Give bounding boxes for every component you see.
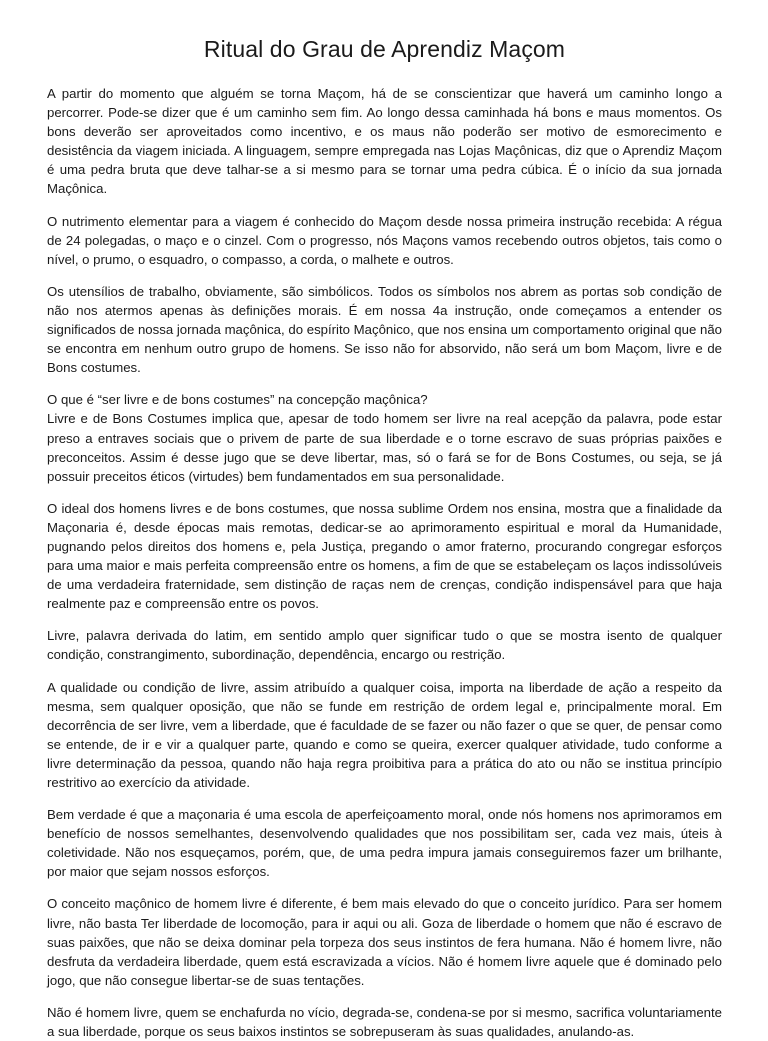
document-title: Ritual do Grau de Aprendiz Maçom — [203, 36, 566, 62]
question-word: de — [162, 392, 178, 408]
paragraph-bem-verdade: Bem verdade é que a maçonaria é uma escola de aperfeiçoamento moral, onde nós homens nos aprimoramos em benefício de nossos semelhantes, desenvolvendo qualidades que nos possibilitam ser, cada vez mais, úteis à coletividade. Não nos esqueçamos, porém, que, de uma pedra impura jamais conseguiremos fazer um brilhante, por maior que sejam nossos esforços. — [47, 807, 722, 880]
paragraph-conceito: O conceito maçônico de homem livre é diferente, é bem mais elevado do que o conceito jurídico. Para ser homem livre, não basta Ter liberdade de locomoção, para ir aqui ou ali. Goza de liberdade o homem que não é escravo de suas paixões, que não se deixa dominar pela torpeza dos seus instintos de fera humana. Não é homem livre, não desfruta da verdadeira liberdade, quem está escravizada a vícios. Não é homem livre aquele que é dominado pelo jogo, que não consegue libertar-se de suas tentações. — [47, 896, 722, 988]
question-word: bons — [181, 392, 210, 408]
question-word: que — [60, 392, 83, 408]
question-answer: Livre e de Bons Costumes implica que, apesar de todo homem ser livre na real acepção da palavra, pode estar preso a entraves sociais que o privem de parte de sua liberdade e o torne escravo de suas próprias paixões e preconceitos. Assim é desse jugo que se deve libertar, mas, só o fará se for de Bons Costumes, ou seja, se já possuir preceitos éticos (virtudes) bem fundamentados em sua personalidade. — [47, 411, 722, 484]
question-word: e — [151, 392, 160, 408]
paragraph-livre-bons-costumes — [47, 390, 722, 485]
paragraph-ideal: O ideal dos homens livres e de bons costumes, que nossa sublime Ordem nos ensina, mostra que a finalidade da Maçonaria é, desde épocas mais remotas, dedicar-se ao aprimoramento espiritual e moral da Humanidade, pugnando pelos direitos dos homens e, pela Justiça, pregando o amor fraterno, procurando congregar esforços para uma maior e mais perfeita compreensão entre os homens, a fim de que se estabeleçam os laços indissolúveis de uma verdadeira fraternidade, sem distinção de raças nem de crenças, condição indispensável para que haja realmente paz e compreensão entre os povos. — [47, 500, 722, 612]
question-word: livre — [124, 392, 149, 408]
paragraph-livre-definicao: Livre, palavra derivada do latim, em sentido amplo quer significar tudo o que se mostra isento de qualquer condição, constrangimento, subordinação, dependência, encargo ou restrição. — [47, 628, 722, 663]
question-line — [47, 390, 722, 409]
question-word: maçônica? — [363, 392, 428, 408]
paragraph-utensilios: Os utensílios de trabalho, obviamente, são simbólicos. Todos os símbolos nos abrem as portas sob condição de não nos atermos apenas às definições morais. É em nossa 4a instrução, onde começamos a entender os significados de nossa jornada maçônica, do espírito Maçônico, que nos ensina um comportamento original que não se encontra em nenhum outro grupo de homens. Se isso não for absorvido, não será um bom Maçom, livre e de Bons costumes. — [47, 283, 722, 376]
question-word: “ser — [97, 392, 121, 408]
question-word: costumes” — [213, 392, 275, 408]
paragraph-nao-e-livre: Não é homem livre, quem se enchafurda no vício, degrada-se, condena-se por si mesmo, sacrifica voluntariamente a sua liberdade, porque os seus baixos instintos se sobrepuseram às suas qualidades, anulando-as. — [47, 1004, 722, 1040]
question-word: na — [278, 392, 293, 408]
paragraph-qualidade: A qualidade ou condição de livre, assim atribuído a qualquer coisa, importa na liberdade de ação a respeito da mesma, sem qualquer oposição, que não se funde em restrição de ordem legal e, principalmente moral. Em decorrência de ser livre, vem a liberdade, que é faculdade de se fazer ou não fazer o que se quer, de pensar como se entende, de ir e vir a qualquer parte, quando e como se queira, exercer qualquer atividade, tudo conforme a livre determinação da pessoa, quando não haja regra proibitiva para a prática do ato ou não se institua princípio restritivo ao exercício da atividade. — [47, 679, 722, 790]
question-word: é — [86, 392, 94, 408]
question-word: O — [47, 392, 58, 408]
paragraph-nutrimento: O nutrimento elementar para a viagem é conhecido do Maçom desde nossa primeira instrução recebida: A régua de 24 polegadas, o maço e o cinzel. Com o progresso, nós Maçons vamos recebendo outros objetos, tais como o nível, o prumo, o esquadro, o compasso, a corda, o malhete e outros. — [47, 213, 722, 267]
question-word: concepção — [296, 392, 361, 408]
paragraph-intro: A partir do momento que alguém se torna Maçom, há de se conscientizar que haverá um caminho longo a percorrer. Pode-se dizer que é um caminho sem fim. Ao longo dessa caminhada há bons e maus momentos. Os bons deverão ser aproveitados como incentivo, e os maus não poderão ser motivo de esmorecimento e desistência da viagem iniciada. A linguagem, sempre empregada nas Lojas Maçônicas, diz que o Aprendiz Maçom é uma pedra bruta que deve talhar-se a si mesmo para se tornar uma pedra cúbica. É o início da sua jornada Maçônica. — [47, 86, 722, 197]
